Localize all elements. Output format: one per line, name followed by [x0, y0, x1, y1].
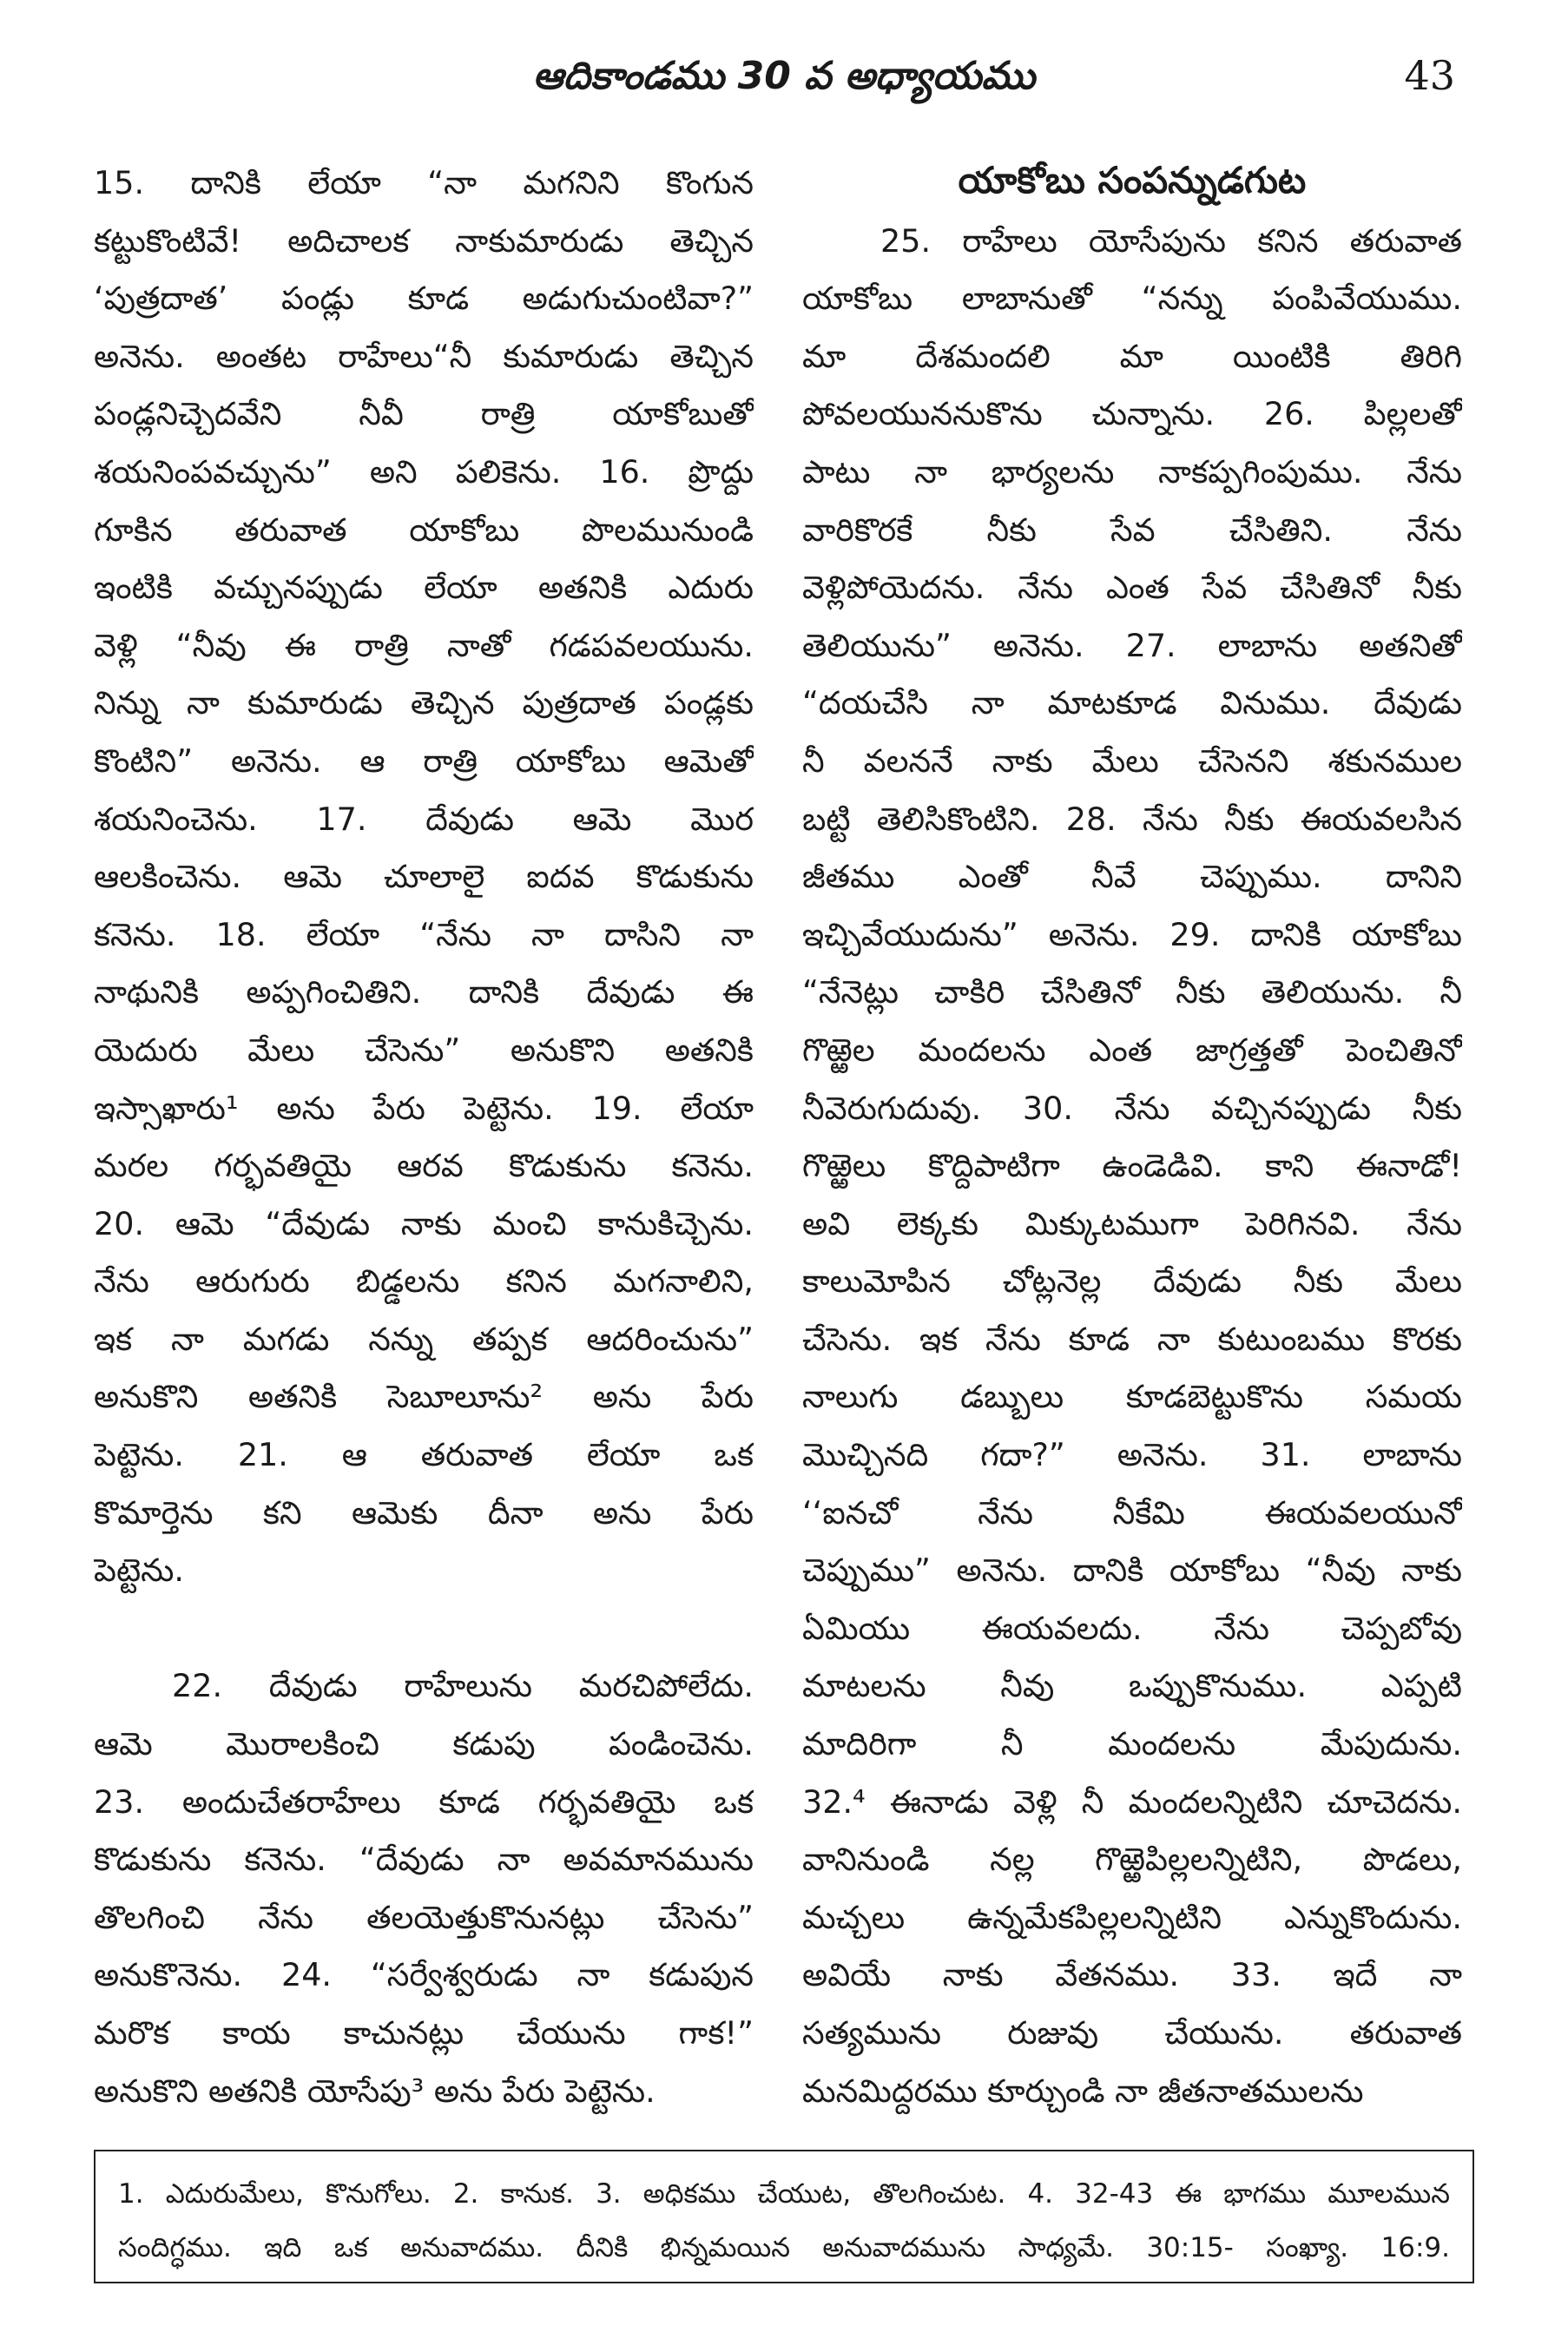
text-line: నీ వలననే నాకు మేలు చేసెనని శకునముల: [802, 741, 1462, 780]
text-line: ఇంటికి వచ్చునప్పుడు లేయా అతనికి ఎదురు: [94, 569, 754, 607]
footnote-line: సందిగ్ధము. ఇది ఒక అనువాదము. దీనికి భిన్నమయిన అనువాదమును సాధ్యమే. 30:15- సంఖ్యా. 16:9.: [118, 2232, 1450, 2263]
text-line: ‘పుత్రదాత’ పండ్లు కూడ అడుగుచుంటివా?”: [94, 280, 754, 318]
left-column: [94, 155, 754, 2120]
text-line: అవియే నాకు వేతనము. 33. ఇదే నా: [802, 1956, 1462, 1994]
text-line: కనెను. 18. లేయా “నేను నా దాసిని నా: [94, 915, 754, 953]
text-line: 22. దేవుడు రాహేలును మరచిపోలేదు.: [172, 1667, 754, 1705]
text-line: “నేనెట్లు చాకిరి చేసితినో నీకు తెలియును. నీ: [802, 973, 1462, 1011]
section-heading: యాకోబు సంపన్నుడగుట: [958, 159, 1307, 201]
text-line: మాటలను నీవు ఒప్పుకొనుము. ఎప్పటి: [802, 1667, 1462, 1705]
right-column: [802, 155, 1462, 2120]
footnote-line: 1. ఎదురుమేలు, కొనుగోలు. 2. కానుక. 3. అధికము చేయుట, తొలగించుట. 4. 32-43 ఈ భాగము మూలమున: [118, 2178, 1450, 2210]
text-line: కొంటిని” అనెను. ఆ రాత్రి యాకోబు ఆమెతో: [94, 741, 754, 780]
text-line: జీతము ఎంతో నీవే చెప్పుము. దానిని: [802, 858, 1462, 896]
footnotes-box: [94, 2150, 1474, 2283]
text-line: పోవలయుననుకొను చున్నాను. 26. పిల్లలతో: [802, 395, 1462, 433]
text-line: మా దేశమందలి మా యింటికి తిరిగి: [802, 337, 1462, 375]
text-line: 15. దానికి లేయా “నా మగనిని కొంగున: [94, 164, 754, 201]
text-line: పాటు నా భార్యలను నాకప్పగింపుము. నేను: [802, 452, 1462, 491]
text-line: కొడుకును కనెను. “దేవుడు నా అవమానమును: [94, 1841, 754, 1879]
text-line: అనుకొని అతనికి యోసేపు³ అను పేరు పెట్టెను.: [94, 2072, 656, 2110]
text-line: వెళ్లి “నీవు ఈ రాత్రి నాతో గడపవలయును.: [94, 626, 754, 664]
text-line: మచ్చలు ఉన్నమేకపిల్లలన్నిటిని ఎన్నుకొందును.: [802, 1898, 1462, 1936]
text-line: ఏమియు ఈయవలదు. నేను చెప్పబోవు: [802, 1609, 1462, 1647]
text-line: అనుకొని అతనికి సెబూలూను² అను పేరు: [94, 1378, 754, 1416]
text-line: గొఱ్ఱెల మందలను ఎంత జాగ్రత్తతో పెంచితినో: [802, 1031, 1462, 1069]
text-line: వానినుండి నల్ల గొఱ్ఱెపిల్లలన్నిటిని, పొడలు,: [802, 1841, 1462, 1879]
text-line: నాలుగు డబ్బులు కూడబెట్టుకొను సమయ: [802, 1378, 1462, 1416]
text-line: వారికొరకే నీకు సేవ చేసితిని. నేను: [802, 511, 1462, 549]
text-line: పెట్టెను. 21. ఆ తరువాత లేయా ఒక: [94, 1436, 754, 1474]
text-line: ఇస్సాఖారు¹ అను పేరు పెట్టెను. 19. లేయా: [94, 1089, 754, 1127]
text-line: ‘‘ఐనచో నేను నీకేమి ఈయవలయునో: [802, 1493, 1462, 1532]
text-line: నిన్ను నా కుమారుడు తెచ్చిన పుత్రదాత పండ్లకు: [94, 684, 754, 722]
text-line: నీవెరుగుదువు. 30. నేను వచ్చినప్పుడు నీకు: [802, 1089, 1462, 1127]
text-line: మొచ్చినది గదా?” అనెను. 31. లాబాను: [802, 1436, 1462, 1474]
page-title: ఆదికాండము 30 వ అధ్యాయము: [532, 54, 1036, 98]
text-line: అనెను. అంతట రాహేలు“నీ కుమారుడు తెచ్చిన: [94, 337, 754, 375]
text-line: తొలగించి నేను తలయెత్తుకొనునట్లు చేసెను”: [94, 1898, 754, 1936]
text-line: మాదిరిగా నీ మందలను మేపుదును.: [802, 1725, 1462, 1763]
text-line: 20. ఆమె “దేవుడు నాకు మంచి కానుకిచ్చెను.: [94, 1204, 754, 1242]
text-line: యాకోబు లాబానుతో “నన్ను పంపివేయుము.: [802, 280, 1462, 318]
text-line: పెట్టెను.: [94, 1552, 184, 1590]
text-line: శయనింపవచ్చును” అని పలికెను. 16. ప్రొద్దు: [94, 452, 754, 491]
text-line: “దయచేసి నా మాటకూడ వినుము. దేవుడు: [802, 684, 1462, 722]
text-line: శయనించెను. 17. దేవుడు ఆమె మొర: [94, 800, 754, 838]
text-line: నేను ఆరుగురు బిడ్డలను కనిన మగనాలిని,: [94, 1262, 754, 1301]
text-line: అనుకొనెను. 24. “సర్వేశ్వరుడు నా కడుపున: [94, 1956, 754, 1994]
text-line: గొఱ్ఱెలు కొద్దిపాటిగా ఉండెడివి. కాని ఈనాడో!: [802, 1147, 1462, 1185]
text-line: చేసెను. ఇక నేను కూడ నా కుటుంబము కొరకు: [802, 1320, 1462, 1358]
text-line: తెలియును” అనెను. 27. లాబాను అతనితో: [802, 626, 1462, 664]
text-line: గూకిన తరువాత యాకోబు పొలమునుండి: [94, 511, 754, 549]
text-line: ఇక నా మగడు నన్ను తప్పక ఆదరించును”: [94, 1320, 754, 1358]
text-line: మరల గర్భవతియై ఆరవ కొడుకును కనెను.: [94, 1147, 754, 1185]
text-line: కాలుమోపిన చోట్లనెల్ల దేవుడు నీకు మేలు: [802, 1262, 1462, 1301]
text-line: 25. రాహేలు యోసేపును కనిన తరువాత: [880, 221, 1462, 260]
text-line: పండ్లనిచ్చెదవేని నీవీ రాత్రి యాకోబుతో: [94, 395, 754, 433]
paragraph-gap: [94, 1600, 754, 1658]
text-line: కొమార్తెను కని ఆమెకు దీనా అను పేరు: [94, 1493, 754, 1532]
text-line: బట్టి తెలిసికొంటిని. 28. నేను నీకు ఈయవలసిన: [802, 800, 1462, 838]
text-line: యెదురు మేలు చేసెను” అనుకొని అతనికి: [94, 1031, 754, 1069]
text-line: ఆమె మొరాలకించి కడుపు పండించెను.: [94, 1725, 754, 1763]
text-line: 23. అందుచేతరాహేలు కూడ గర్భవతియై ఒక: [94, 1782, 754, 1821]
page-number: 43: [1404, 52, 1455, 99]
text-line: ఆలకించెను. ఆమె చూలాలై ఐదవ కొడుకును: [94, 858, 754, 896]
text-line: చెప్పుము” అనెను. దానికి యాకోబు “నీవు నాకు: [802, 1552, 1462, 1590]
text-line: సత్యమును రుజువు చేయును. తరువాత: [802, 2014, 1462, 2052]
text-line: మనమిద్దరము కూర్చుండి నా జీతనాతములను: [802, 2072, 1364, 2110]
text-line: కట్టుకొంటివే! అదిచాలక నాకుమారుడు తెచ్చిన: [94, 221, 754, 260]
text-line: 32.⁴ ఈనాడు వెళ్లి నీ మందలన్నిటిని చూచెదను.: [802, 1782, 1462, 1821]
text-line: మరొక కాయ కాచునట్లు చేయును గాక!”: [94, 2014, 754, 2052]
text-line: ఇచ్చివేయుదును” అనెను. 29. దానికి యాకోబు: [802, 915, 1462, 953]
text-line: అవి లెక్కకు మిక్కుటముగా పెరిగినవి. నేను: [802, 1204, 1462, 1242]
text-line: నాథునికి అప్పగించితిని. దానికి దేవుడు ఈ: [94, 973, 754, 1011]
right-column-text: [802, 213, 1462, 2121]
text-line: వెళ్లిపోయెదను. నేను ఎంత సేవ చేసితినో నీకు: [802, 569, 1462, 607]
